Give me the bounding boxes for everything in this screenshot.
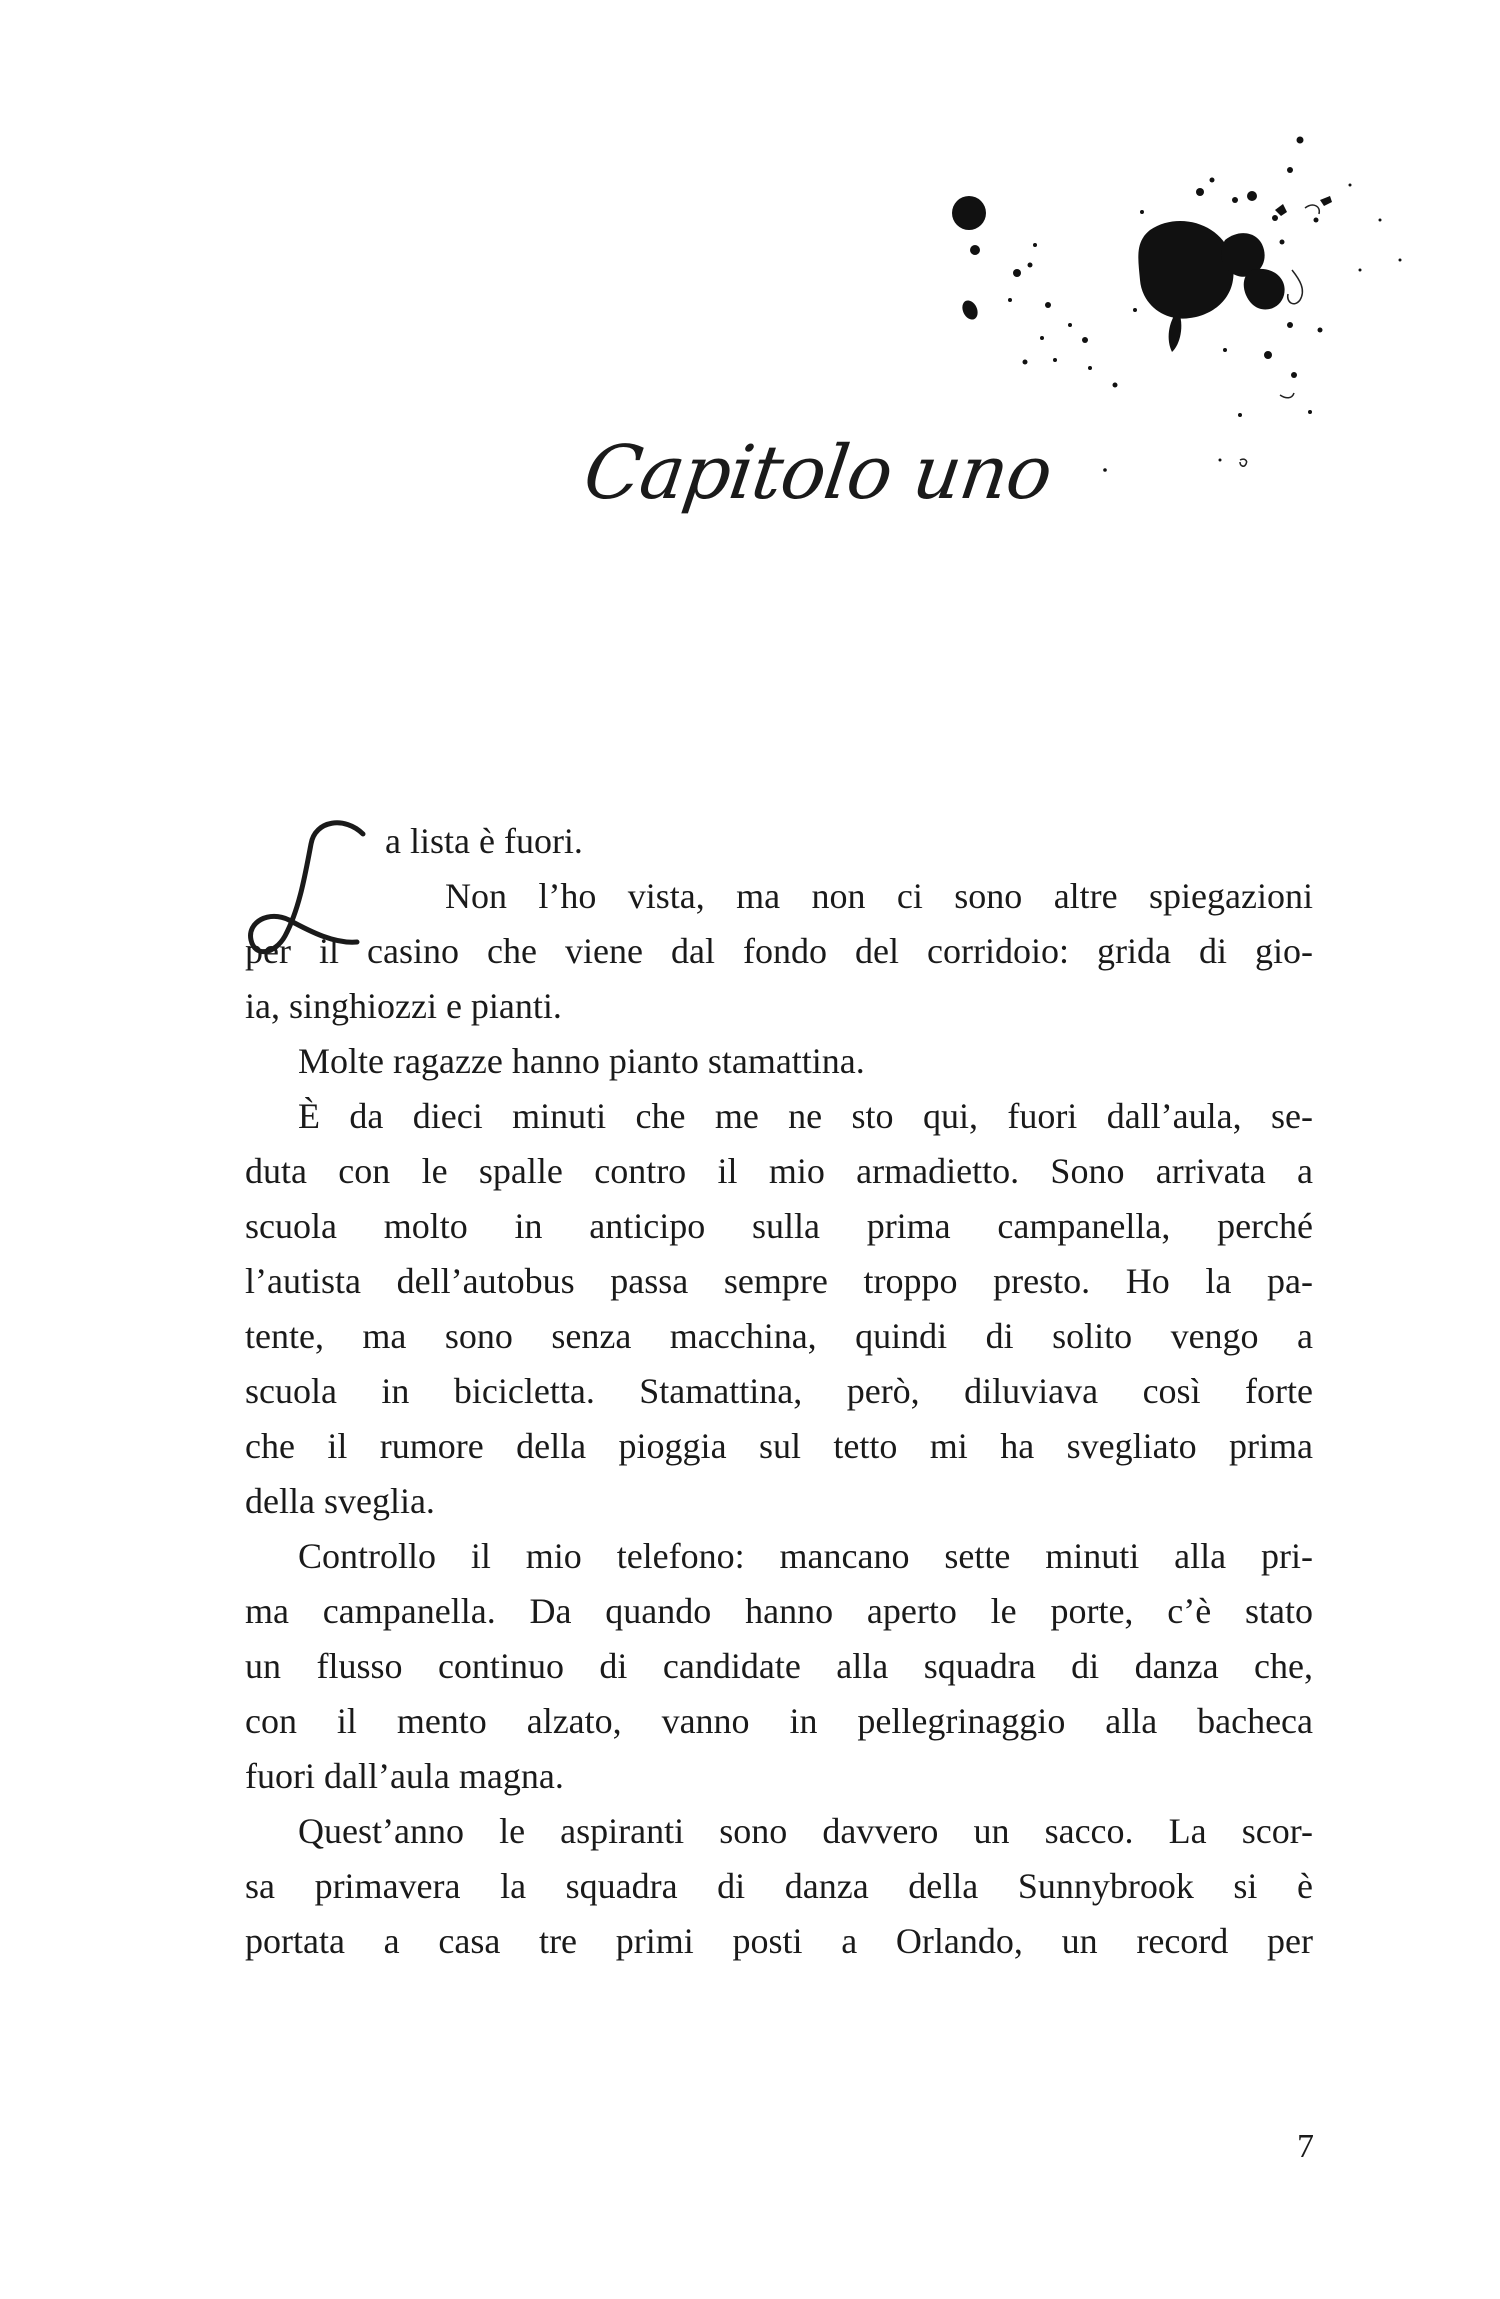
text-line: tente, ma sono senza macchina, quindi di solito vengo a — [245, 1316, 1313, 1356]
text-line: con il mento alzato, vanno in pellegrinaggio alla bacheca — [245, 1701, 1313, 1741]
chapter-title: Capitolo uno — [578, 430, 1057, 516]
text-line: ia, singhiozzi e pianti. — [245, 986, 562, 1026]
text-line: un flusso continuo di candidate alla squadra di danza che, — [245, 1646, 1313, 1686]
text-line: scuola in bicicletta. Stamattina, però, diluviava così forte — [245, 1371, 1313, 1411]
page-number: 7 — [1297, 2128, 1314, 2165]
text-line: ma campanella. Da quando hanno aperto le porte, c’è stato — [245, 1591, 1313, 1631]
text-line: della sveglia. — [245, 1481, 435, 1521]
text-line: duta con le spalle contro il mio armadietto. Sono arrivata a — [245, 1151, 1313, 1191]
chapter-body — [245, 814, 1313, 1969]
text-line: a lista è fuori. — [385, 821, 583, 861]
text-line: Molte ragazze hanno pianto stamattina. — [298, 1041, 865, 1081]
text-line: fuori dall’aula magna. — [245, 1756, 564, 1796]
text-line: scuola molto in anticipo sulla prima campanella, perché — [245, 1206, 1313, 1246]
text-line: per il casino che viene dal fondo del corridoio: grida di gio- — [245, 931, 1313, 971]
text-line: Controllo il mio telefono: mancano sette minuti alla pri- — [298, 1536, 1313, 1576]
dropcap-letter-l — [245, 814, 385, 964]
text-line: Quest’anno le aspiranti sono davvero un sacco. La scor- — [298, 1811, 1313, 1851]
text-line: l’autista dell’autobus passa sempre troppo presto. Ho la pa- — [245, 1261, 1313, 1301]
text-line: sa primavera la squadra di danza della Sunnybrook si è — [245, 1866, 1313, 1906]
text-line: È da dieci minuti che me ne sto qui, fuori dall’aula, se- — [298, 1096, 1313, 1136]
text-line: Non l’ho vista, ma non ci sono altre spiegazioni — [445, 876, 1313, 916]
text-line: che il rumore della pioggia sul tetto mi ha svegliato prima — [245, 1426, 1313, 1466]
text-line: portata a casa tre primi posti a Orlando, un record per — [245, 1921, 1313, 1961]
